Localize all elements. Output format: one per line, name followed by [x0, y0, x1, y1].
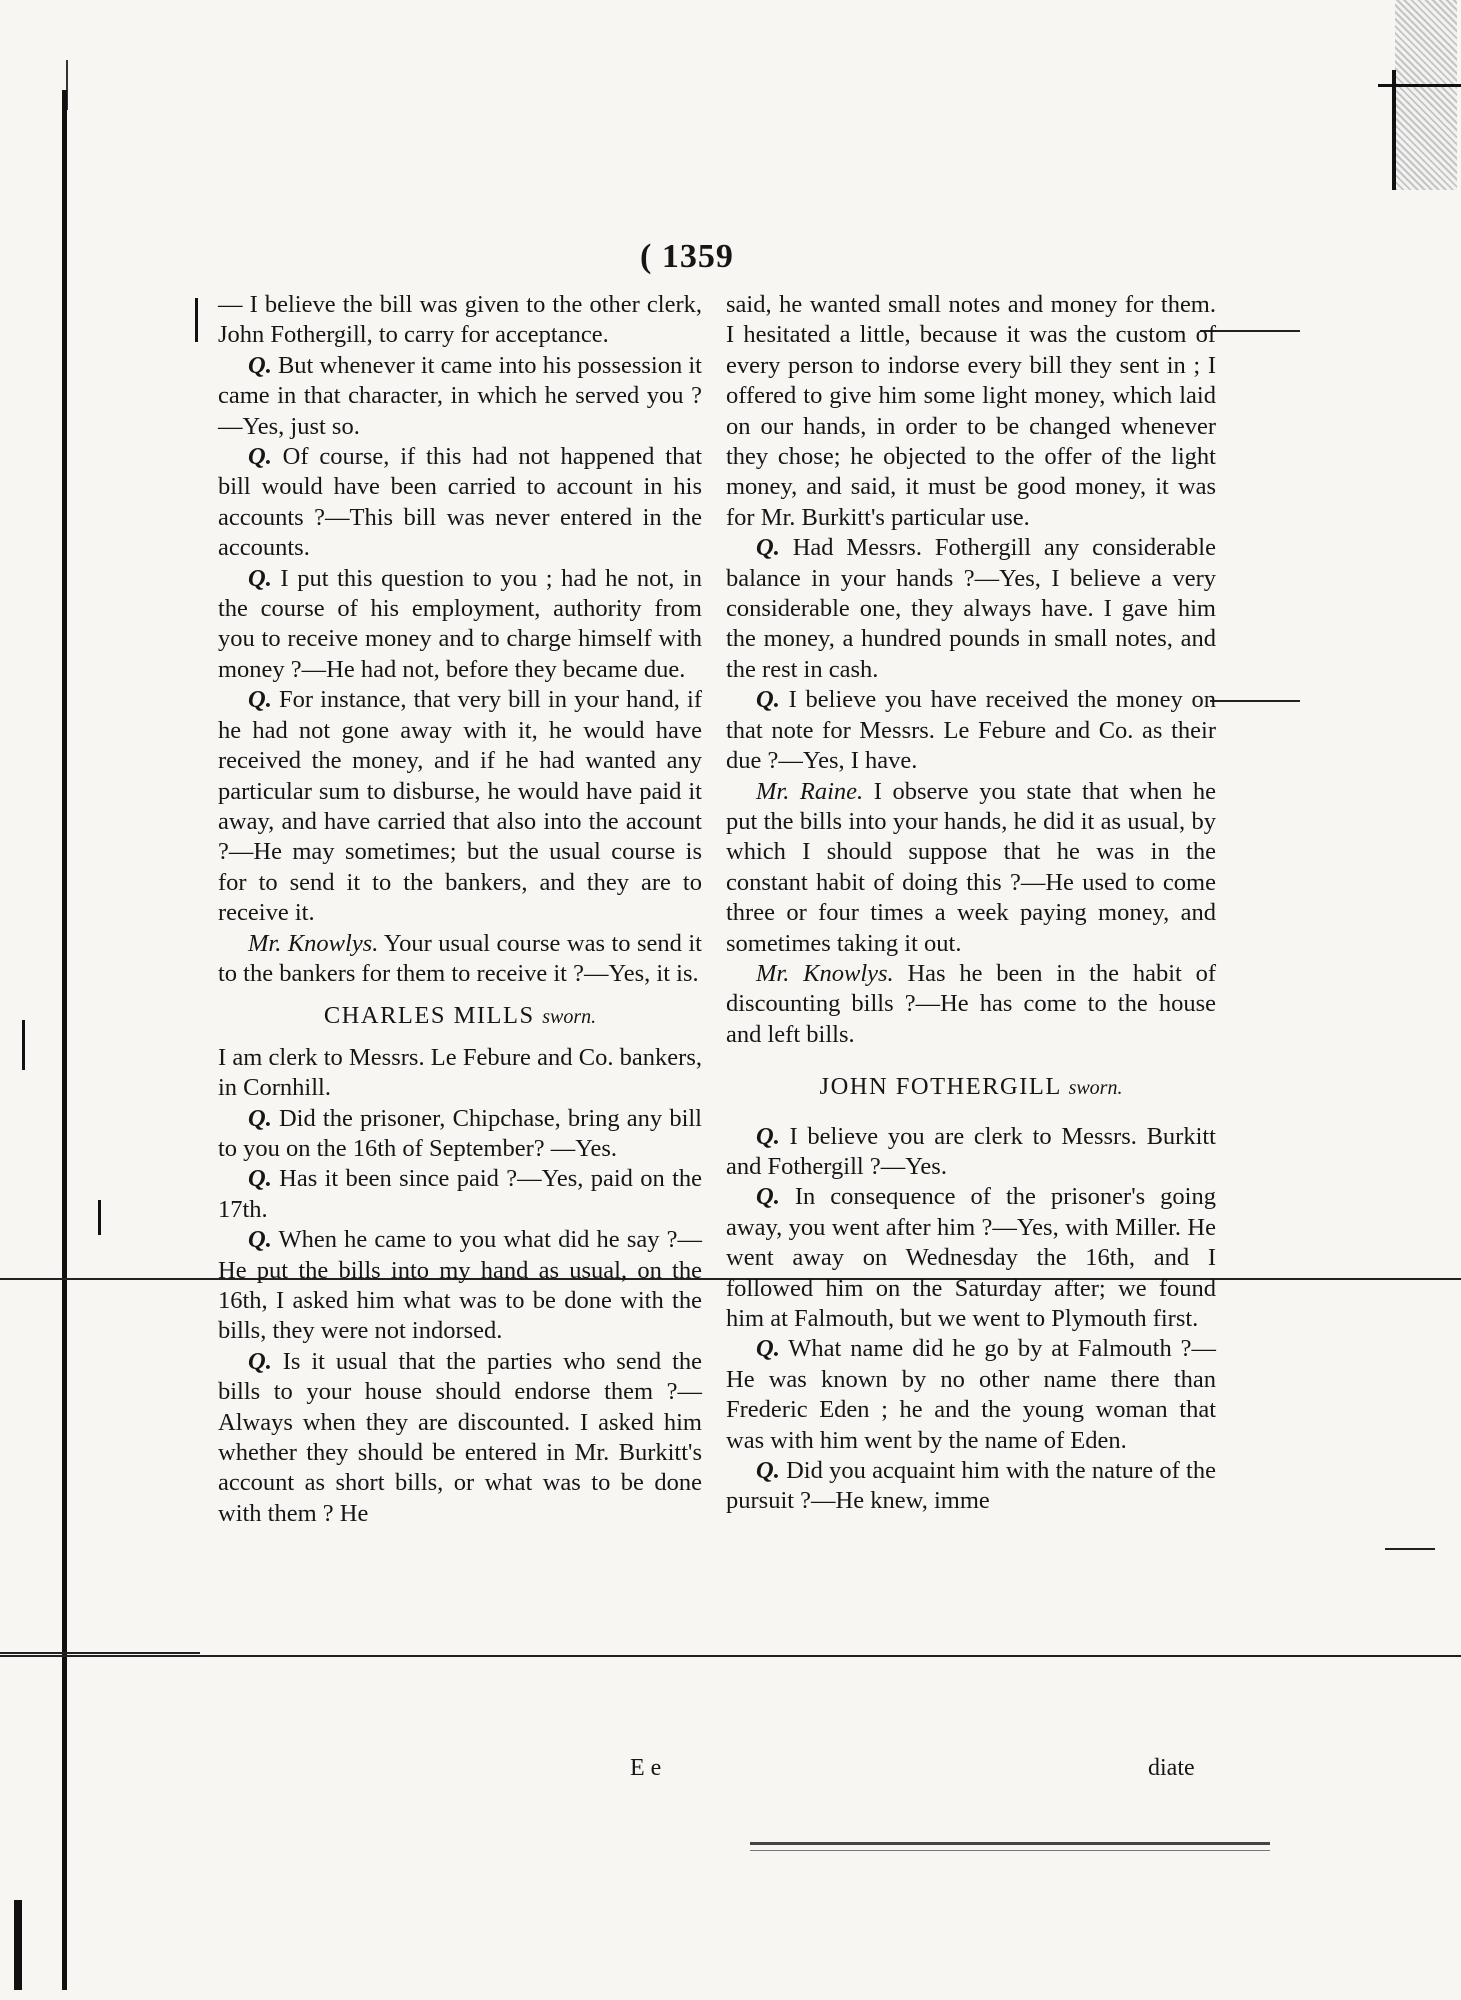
- speaker-name: Mr. Knowlys.: [248, 929, 379, 957]
- sworn-label: sworn.: [542, 1006, 597, 1029]
- paragraph-text: For instance, that very bill in your hand, if he had not gone away with it, he would have received the money, and if he had wanted any particular sum to disburse, he would have paid it away, and have carried that also into the account ?—He may sometimes; but the usual course is for to send it to the bankers, and they are to receive it.: [218, 686, 702, 927]
- paragraph-text: — I believe the bill was given to the other clerk, John Fothergill, to carry for acceptance.: [218, 291, 702, 349]
- question-marker: Q.: [248, 1165, 272, 1193]
- witness-name: JOHN FOTHERGILL: [819, 1073, 1061, 1101]
- paragraph: [218, 1043, 702, 1104]
- scan-margin-mark: [195, 298, 198, 342]
- paragraph: [218, 1225, 702, 1347]
- paragraph: [218, 929, 702, 990]
- paragraph-text: I observe you state that when he put the bills into your hands, he did it as usual, by which I should suppose that he was in the constant habit of doing this ?—He used to come three or four times a week paying money, and sometimes taking it out.: [726, 777, 1216, 957]
- scan-stray-line: [1210, 700, 1300, 702]
- paragraph-text: Has he been in the habit of discounting bills ?—He has come to the house and left bills.: [726, 959, 1216, 1048]
- paragraph: [726, 1456, 1216, 1517]
- paragraph-text: Of course, if this had not happened that bill would have been carried to account in his accounts ?—This bill was never entered in the accounts.: [218, 443, 702, 562]
- paragraph: [726, 685, 1216, 776]
- paragraph-text: Did the prisoner, Chipchase, bring any bill to you on the 16th of September? —Yes.: [218, 1104, 702, 1162]
- paragraph: [726, 1122, 1216, 1183]
- question-marker: Q.: [756, 1457, 780, 1485]
- scan-left-binding-edge: [62, 90, 67, 1990]
- paragraph-text: But whenever it came into his possession it came in that character, in which he served you ?—Yes, just so.: [218, 351, 702, 440]
- paragraph-text: Your usual course was to send it to the bankers for them to receive it ?—Yes, it is.: [218, 929, 702, 987]
- paragraph-text: Is it usual that the parties who send the bills to your house should endorse them ?—Always when they are discounted. I asked him whether they should be entered in Mr. Burkitt's account as short bills, or what was to be done with them ? He: [218, 1347, 702, 1527]
- paragraph-text: In consequence of the prisoner's going away, you went after him ?—Yes, with Miller. He went away on Wednesday the 16th, and I followed him on the Saturday after; we found him at Falmouth, but we went to Plymouth first.: [726, 1183, 1216, 1332]
- paragraph: [218, 442, 702, 564]
- speaker-name: Mr. Knowlys.: [756, 959, 894, 987]
- witness-heading-john-fothergill: [726, 1072, 1216, 1103]
- paragraph-text: I am clerk to Messrs. Le Febure and Co. bankers, in Cornhill.: [218, 1043, 702, 1102]
- paragraph: [726, 777, 1216, 959]
- question-marker: Q.: [248, 443, 272, 471]
- question-marker: Q.: [248, 351, 272, 379]
- scan-right-edge-mark: [1392, 70, 1396, 190]
- witness-heading-charles-mills: [218, 1001, 702, 1032]
- scan-stray-line: [1385, 1548, 1435, 1550]
- scan-margin-mark: [98, 1200, 101, 1235]
- page-number: ( 1359: [640, 238, 734, 275]
- paragraph: [726, 959, 1216, 1050]
- paragraph: [218, 564, 702, 686]
- paragraph-text: Has it been since paid ?—Yes, paid on the 17th.: [218, 1165, 702, 1223]
- scan-right-edge-rule: [1378, 84, 1461, 87]
- right-column-paragraphs-2: [726, 1122, 1216, 1517]
- question-marker: Q.: [756, 1122, 780, 1150]
- scan-margin-mark: [14, 1900, 22, 1990]
- paragraph-text: I believe you are clerk to Messrs. Burkitt and Fothergill ?—Yes.: [726, 1122, 1216, 1180]
- left-column-paragraphs: [218, 290, 702, 989]
- question-marker: Q.: [756, 1183, 780, 1211]
- scan-fold-line: [0, 1655, 1461, 1657]
- question-marker: Q.: [756, 534, 780, 562]
- scan-bottom-rule: [750, 1842, 1270, 1845]
- paragraph: [218, 685, 702, 928]
- question-marker: Q.: [248, 564, 272, 592]
- question-marker: Q.: [756, 686, 780, 714]
- paragraph-text: said, he wanted small notes and money for them. I hesitated a little, because it was the custom of every person to indorse every bill they sent in ; I offered to give him some light money, which laid on our hands, in order to be changed whenever they chose; he objected to the offer of the light money, and said, it must be good money, it was for Mr. Burkitt's particular use.: [726, 291, 1216, 531]
- right-column-paragraphs: [726, 290, 1216, 1050]
- witness-name: CHARLES MILLS: [323, 1002, 535, 1030]
- paragraph: [726, 533, 1216, 685]
- left-column-paragraphs-2: [218, 1043, 702, 1530]
- signature-mark: E e: [630, 1755, 662, 1781]
- paragraph-text: What name did he go by at Falmouth ?—He was known by no other name there than Frederic Eden ; he and the young woman that was with him went by the name of Eden.: [726, 1335, 1216, 1454]
- paragraph: [218, 351, 702, 442]
- scan-corner-noise: [1395, 0, 1457, 190]
- question-marker: Q.: [248, 686, 272, 714]
- paragraph: [218, 290, 702, 351]
- catchword: diate: [1148, 1755, 1195, 1781]
- question-marker: Q.: [756, 1335, 780, 1363]
- paragraph-text: Had Messrs. Fothergill any considerable balance in your hands ?—Yes, I believe a very considerable one, they always have. I gave him the money, a hundred pounds in small notes, and the rest in cash.: [726, 534, 1216, 683]
- scan-bottom-rule: [750, 1850, 1270, 1851]
- left-column: [218, 290, 702, 1529]
- sworn-label: sworn.: [1068, 1077, 1123, 1100]
- paragraph-text: I believe you have received the money on that note for Messrs. Le Febure and Co. as their due ?—Yes, I have.: [726, 686, 1216, 775]
- paragraph: [726, 290, 1216, 533]
- paragraph-text: Did you acquaint him with the nature of the pursuit ?—He knew, imme: [726, 1457, 1216, 1515]
- question-marker: Q.: [248, 1347, 272, 1375]
- paragraph: [218, 1104, 702, 1165]
- question-marker: Q.: [248, 1104, 272, 1132]
- paragraph-text: I put this question to you ; had he not, in the course of his employment, authority from you to receive money and to charge himself with money ?—He had not, before they became due.: [218, 564, 702, 683]
- scan-stray-line: [0, 1652, 200, 1654]
- paragraph-text: When he came to you what did he say ?—He put the bills into my hand as usual, on the 16th, I asked him what was to be done with the bills, they were not indorsed.: [218, 1226, 702, 1345]
- paragraph: [218, 1347, 702, 1529]
- speaker-name: Mr. Raine.: [756, 777, 864, 805]
- paragraph: [218, 1164, 702, 1225]
- scan-margin-mark: [22, 1020, 25, 1070]
- paragraph: [726, 1182, 1216, 1334]
- right-column: [726, 290, 1216, 1517]
- paragraph: [726, 1334, 1216, 1456]
- question-marker: Q.: [248, 1226, 272, 1254]
